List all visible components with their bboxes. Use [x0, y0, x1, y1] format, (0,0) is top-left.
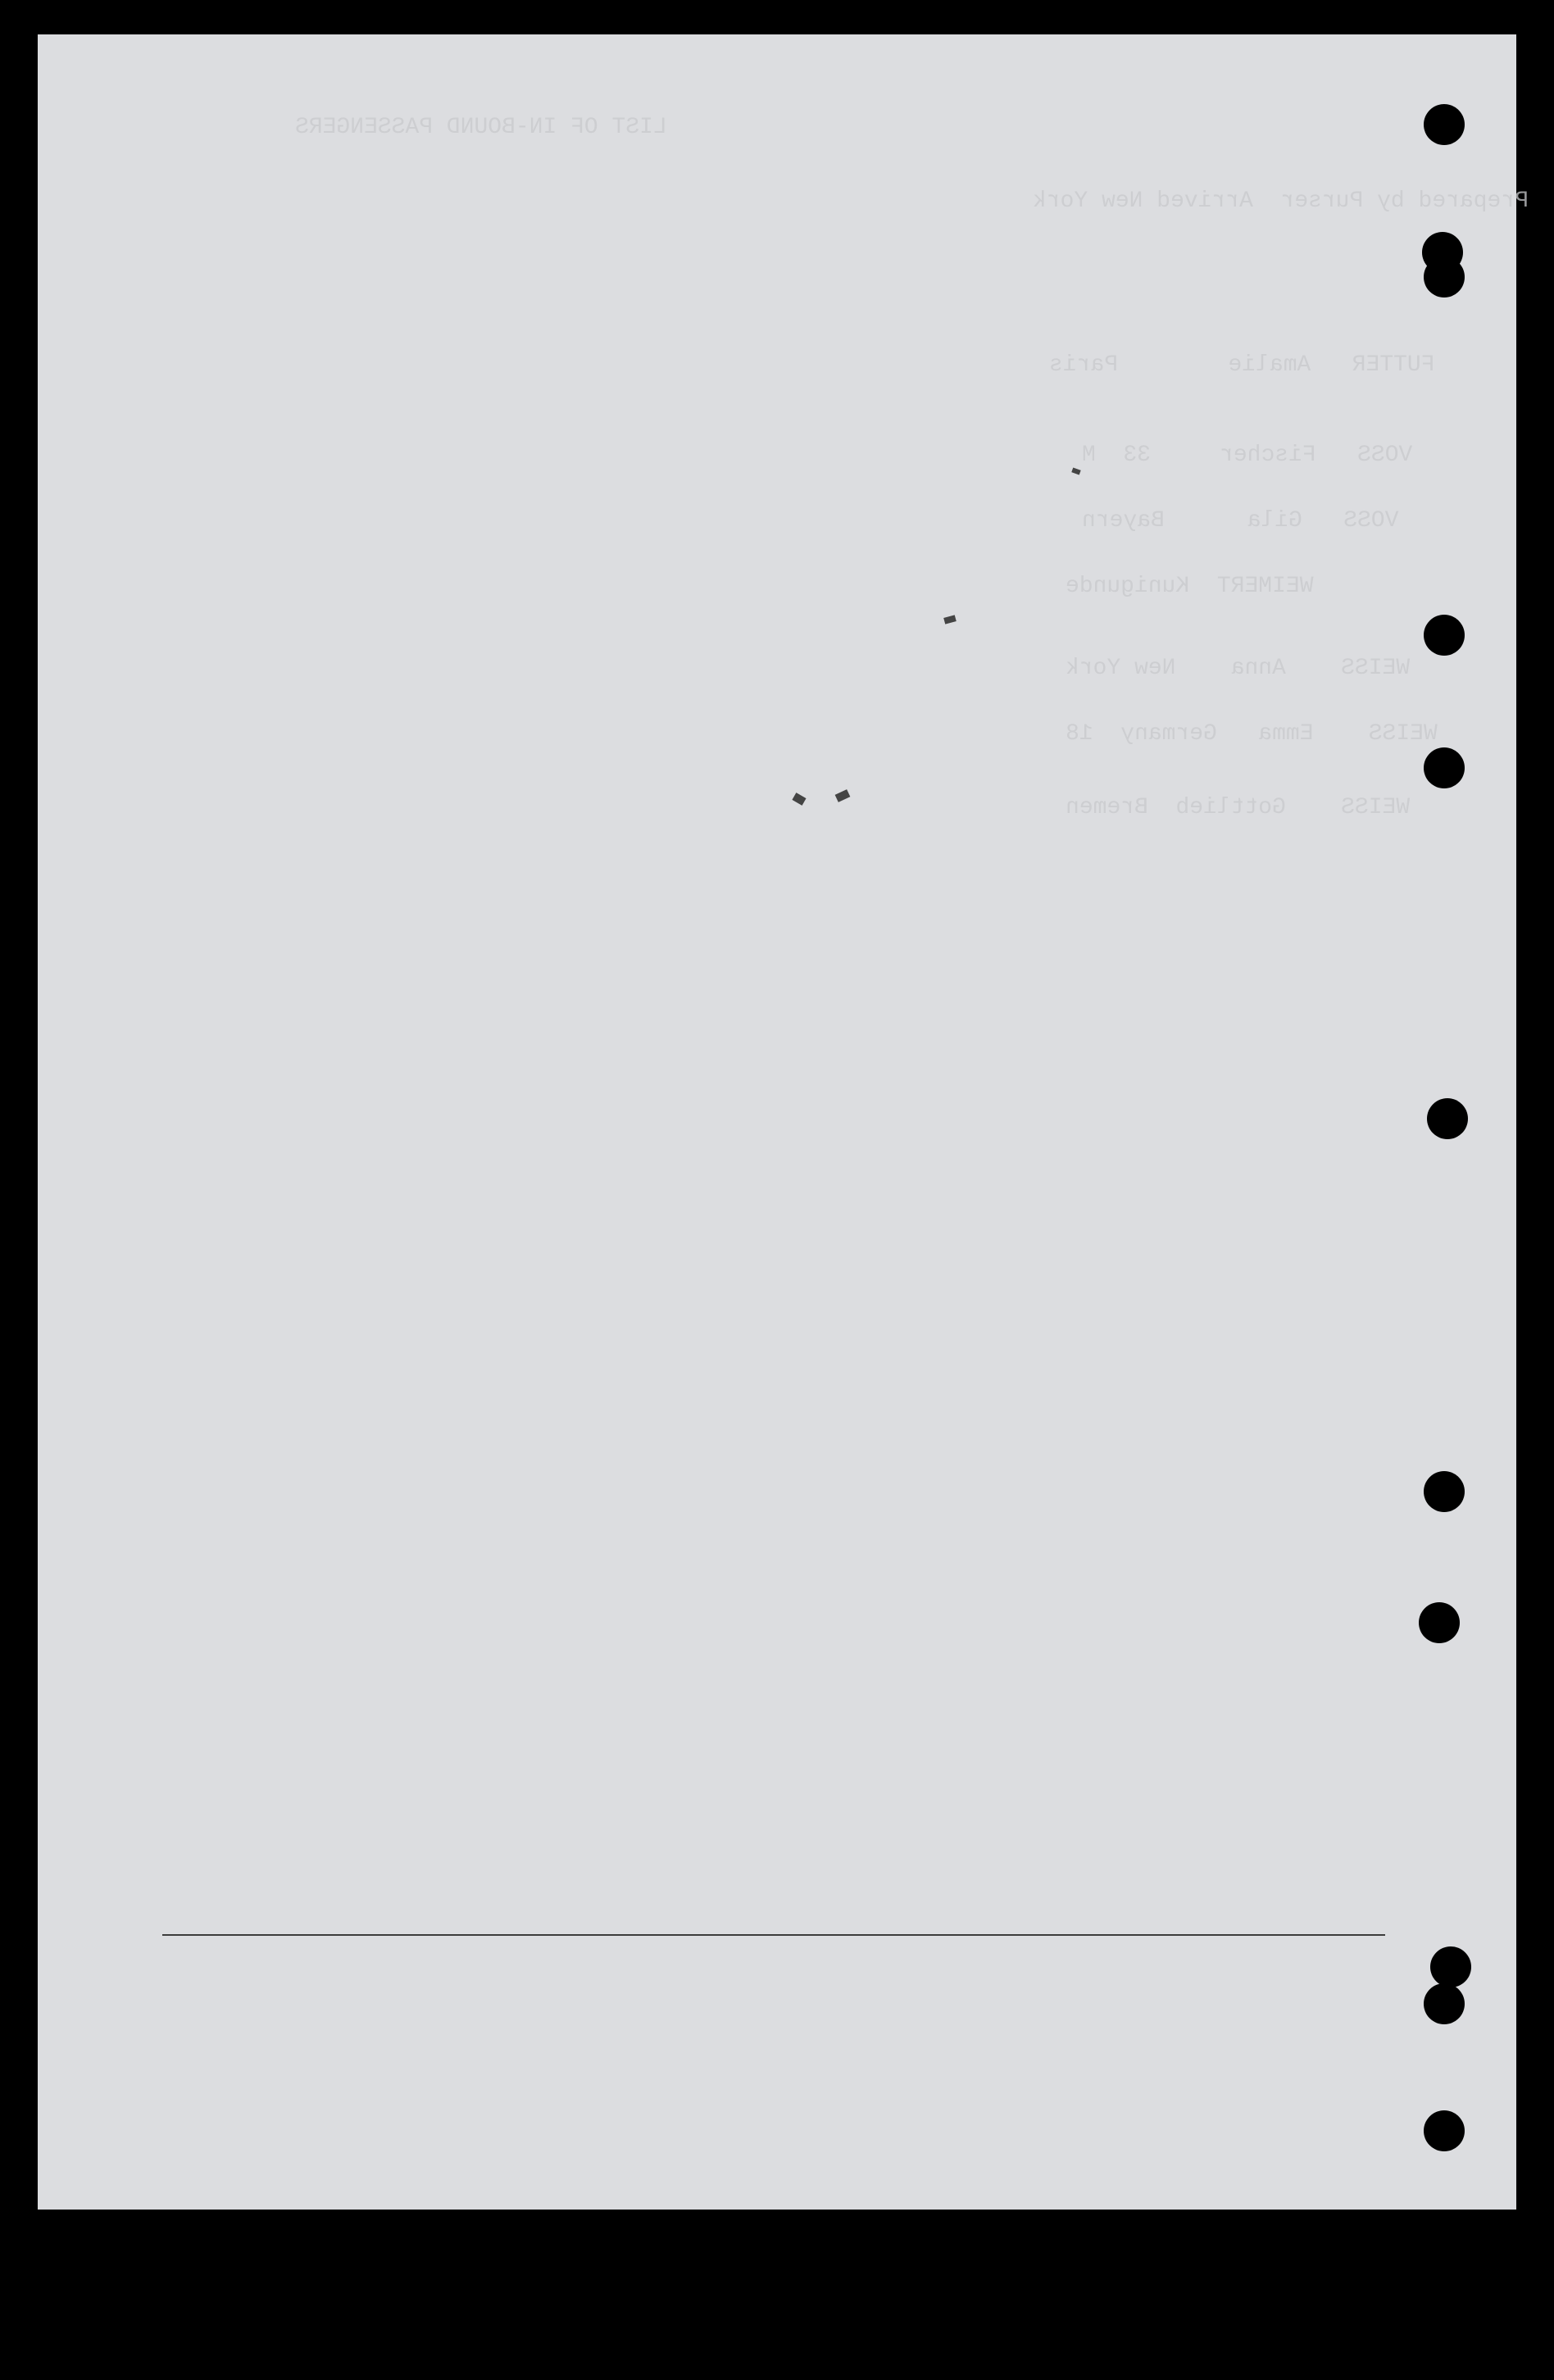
punch-hole — [1419, 1602, 1460, 1643]
punch-hole — [1430, 1946, 1471, 1987]
bleed-through-row: FUTTER Amalie Paris — [1049, 352, 1435, 378]
punch-hole — [1424, 615, 1465, 656]
bleed-through-line: Prepared by Purser Arrived New York — [1033, 188, 1529, 214]
punch-hole — [1427, 1098, 1468, 1139]
punch-hole — [1424, 2110, 1465, 2151]
bleed-through-row: WEIMERT Kunigunde — [1066, 574, 1314, 599]
punch-hole — [1424, 747, 1465, 788]
punch-hole — [1424, 104, 1465, 145]
bleed-through-row: VOSS Fischer 33 M — [1082, 443, 1413, 468]
bleed-through-row: WEISS Emma Germany 18 — [1066, 721, 1438, 747]
punch-hole — [1424, 1471, 1465, 1512]
bleed-through-row: WEISS Gottlieb Bremen — [1066, 795, 1411, 820]
punch-hole — [1424, 257, 1465, 298]
punch-hole — [1424, 1983, 1465, 2024]
bleed-through-header: LIST OF IN-BOUND PASSENGERS — [295, 115, 667, 140]
footer-rule — [162, 1934, 1385, 1936]
bleed-through-row: WEISS Anna New York — [1066, 656, 1411, 681]
bleed-through-row: VOSS Gila Bayern — [1082, 508, 1399, 534]
